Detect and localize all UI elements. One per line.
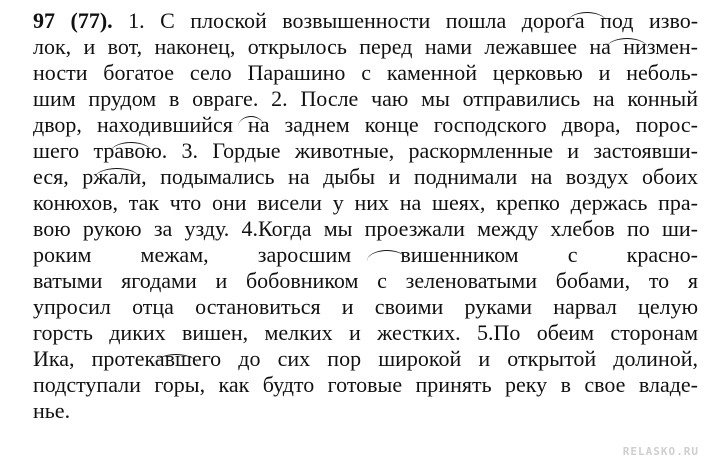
- text-line-5: двор, находившийся на заднем конце господского двора, порос-: [33, 112, 698, 137]
- text-line-4: шим прудом в овраге. 2. После чаю мы отправились на конный: [33, 86, 698, 111]
- text-line-1-content: 1. С плоской возвышенности пошла дорога под изво-: [128, 8, 698, 33]
- text-line-2: лок, и вот, наконец, открылось перед нами лежавшее на низмен-: [33, 34, 698, 59]
- text-line-14: Ика, протекавшего до сих пор широкой и открытой долиной,: [33, 346, 698, 371]
- exercise-text: [33, 8, 698, 424]
- text-line-3: ности богатое село Парашино с каменной церковью и неболь-: [33, 60, 698, 85]
- site-watermark: RELASKO.RU: [622, 445, 699, 458]
- text-line-15: подступали горы, как будто готовые принять реку в свое владе-: [33, 372, 698, 397]
- text-line-16: нье.: [33, 398, 71, 423]
- text-line-13: горсть диких вишен, мелких и жестких. 5.По обеим сторонам: [33, 320, 698, 345]
- text-line-12: упросил отца остановиться и своими руками нарвал целую: [33, 294, 698, 319]
- text-line-7: еся, ржали, подымались на дыбы и поднимали на воздух обоих: [33, 164, 698, 189]
- text-line-6: шего травою. 3. Гордые животные, раскормленные и застоявши-: [33, 138, 698, 163]
- text-line-9: вою рукою за узду. 4.Когда мы проезжали между хлебов по ши-: [33, 216, 698, 241]
- text-line-8: конюхов, так что они висели у них на шеях, крепко держась пра-: [33, 190, 698, 215]
- exercise-number: 97 (77).: [33, 8, 113, 33]
- text-line-10: роким межам, заросшим вишенником с красно-: [33, 242, 698, 267]
- text-line-11: ватыми ягодами и бобовником с зеленоватыми бобами, то я: [33, 268, 698, 293]
